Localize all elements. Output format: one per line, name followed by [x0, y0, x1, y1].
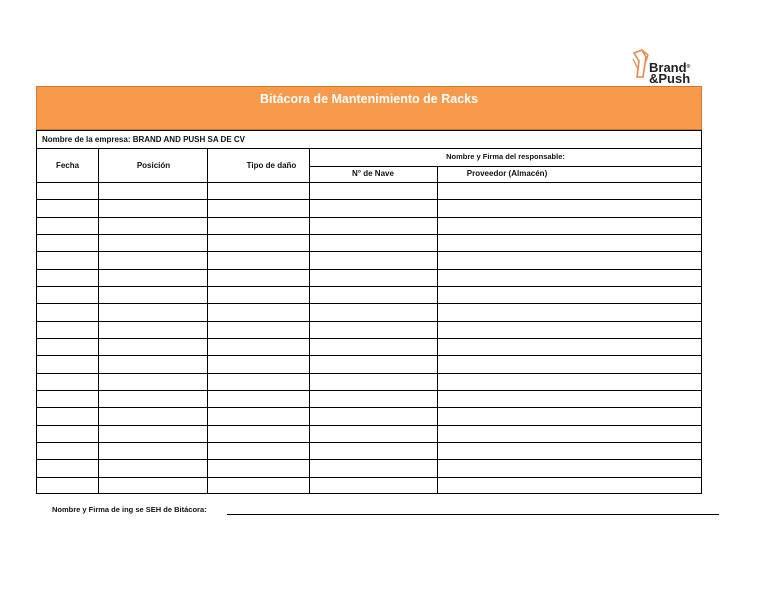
header-sub-line	[309, 166, 702, 167]
table-row-line	[36, 321, 702, 322]
maintenance-log-table	[36, 130, 702, 494]
signature-label: Nombre y Firma de ing se SEH de Bitácora:	[52, 505, 207, 514]
table-row-line	[36, 182, 702, 183]
header-top-line	[36, 148, 702, 149]
table-row-line	[36, 477, 702, 478]
title-banner	[36, 86, 702, 130]
page-title: Bitácora de Mantenimiento de Racks	[259, 92, 479, 106]
table-row-line	[36, 390, 702, 391]
table-row-line	[36, 459, 702, 460]
table-row-line	[36, 338, 702, 339]
column-header-proveedor: Proveedor (Almacén)	[466, 169, 548, 178]
column-divider	[437, 166, 438, 494]
table-row-line	[36, 234, 702, 235]
company-name-line: Nombre de la empresa: BRAND AND PUSH SA DE CV	[42, 135, 246, 144]
table-row-line	[36, 407, 702, 408]
table-row-line	[36, 251, 702, 252]
table-row-line	[36, 373, 702, 374]
table-row-line	[36, 217, 702, 218]
table-row-line	[36, 286, 702, 287]
column-header-responsable: Nombre y Firma del responsable:	[446, 152, 565, 161]
table-row-line	[36, 355, 702, 356]
column-header-posicion: Posición	[136, 161, 171, 170]
table-row-line	[36, 199, 702, 200]
column-header-fecha: Fecha	[55, 161, 80, 170]
column-header-nave: N° de Nave	[352, 169, 394, 178]
column-divider	[309, 148, 310, 494]
signature-line[interactable]	[227, 514, 719, 515]
table-row-line	[36, 442, 702, 443]
logo-wordmark: Brand® &Push	[649, 60, 691, 86]
column-header-tipo-dano: Tipo de daño	[246, 161, 297, 170]
column-divider	[207, 148, 208, 494]
table-row-line	[36, 303, 702, 304]
table-row-line	[36, 269, 702, 270]
table-row-line	[36, 425, 702, 426]
column-divider	[98, 148, 99, 494]
